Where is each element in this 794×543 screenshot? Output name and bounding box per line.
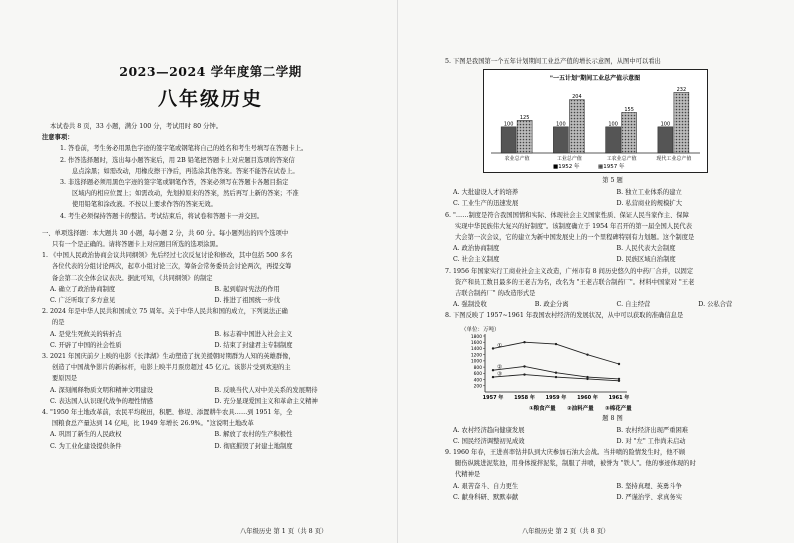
q6-stem: 大会第一次会议，它的建立为新中国发展史上的一个里程碑特别有力划题。这个制度是 xyxy=(455,234,695,242)
q4-options xyxy=(42,441,379,452)
q6-stem: 实现中华民族伟大复兴的好制度"。该制度确立于 1954 年召开的第一届全国人民代表 xyxy=(455,222,693,230)
notice-line: 使用铅笔和涂改液。不按以上要求作答的答案无效。 xyxy=(72,201,217,209)
q5-option-d[interactable]: D. 私营商业的规模扩大 xyxy=(616,200,682,208)
chart-title: "一五计划"期间工业总产值示意图 xyxy=(549,75,641,83)
q9-option-a[interactable]: A. 艰苦奋斗、自力更生 xyxy=(453,482,519,490)
q9-options xyxy=(445,492,780,503)
q1-option-a[interactable]: A. 确立了政治协商制度 xyxy=(50,285,116,293)
q8-option-d[interactable]: D. 对 "左" 工作尚未启动 xyxy=(616,437,686,445)
line-point xyxy=(586,377,588,379)
line-point xyxy=(555,376,557,378)
y-tick-label: 1000 xyxy=(470,359,482,365)
y-tick-label: 1200 xyxy=(470,353,482,359)
q7-stem: 资产和员工数目最多的王老吉为名，改名为 "王老吉联合制药厂"。材料中国家对 "王老 xyxy=(455,278,695,286)
q2-option-b[interactable]: B. 标志着中国进入社会主义 xyxy=(214,330,293,338)
q2-options xyxy=(42,329,379,340)
q9-stem: 代精神是 xyxy=(455,471,481,479)
q9-option-d[interactable]: D. 严谨治学、求真务实 xyxy=(616,493,682,501)
q1-option-c[interactable]: C. 广泛听取了多方意见 xyxy=(50,297,116,305)
q9-stem: 9. 1960 年春，王进喜率钻井队到大庆参加石油大会战。当井喷的险情发生时，他不顾 xyxy=(445,449,686,457)
bar-value-label: 232 xyxy=(676,87,687,94)
q6-option-a[interactable]: A. 政治协商制度 xyxy=(453,245,500,253)
q7-option-c[interactable]: C. 自主经营 xyxy=(616,301,651,309)
q2-option-d[interactable]: D. 结束了封建君主专制制度 xyxy=(214,341,293,349)
q3-option-d[interactable]: D. 充分显现爱国主义和革命主义精神 xyxy=(214,397,318,405)
line-point xyxy=(492,369,494,371)
right-page xyxy=(397,0,794,543)
y-tick-label: 1400 xyxy=(470,346,482,352)
series-marker: ① xyxy=(497,342,502,349)
q5-stem: 5. 下图是我国第一个五年计划期间工业总产值的增长示意图，从图中可以看出 xyxy=(445,58,661,65)
q6-options xyxy=(445,254,780,265)
q7-option-d[interactable]: D. 公私合营 xyxy=(698,301,733,309)
legend-oil: ②油料产量 xyxy=(567,405,594,412)
line-point xyxy=(492,347,494,349)
notice-title: 注意事项： xyxy=(42,134,74,142)
q1-option-d[interactable]: D. 推进了祖国统一步伐 xyxy=(214,297,280,305)
q4-stem: 4. "1950 年土地改革前，农民平均税田，积肥、修堤、添置耕牛农具……到 1951 年，全 xyxy=(42,409,293,417)
bar-chart-svg xyxy=(483,69,708,173)
q8-options xyxy=(445,436,780,447)
q5-options xyxy=(445,187,780,198)
q8-option-b[interactable]: B. 农村经济出现严重困难 xyxy=(616,426,689,434)
series-marker: ② xyxy=(497,364,502,371)
q2-option-a[interactable]: A. 是党生死攸关的转折点 xyxy=(50,330,122,338)
bar-value-label: 155 xyxy=(624,107,634,114)
bar-1957 年-现代工业总产值 xyxy=(674,93,689,154)
x-tick-label: 1959 年 xyxy=(545,394,567,401)
q7-options xyxy=(445,299,780,310)
bar-1957 年-工业总产值 xyxy=(569,100,584,153)
q1-options xyxy=(42,295,379,306)
page-footer: 八年级历史 第 2 页（共 8 页） xyxy=(522,528,610,535)
q7-option-a[interactable]: A. 强制没收 xyxy=(453,301,487,309)
bar-value-label: 100 xyxy=(503,121,514,128)
q6-option-d[interactable]: D. 民族区域自治制度 xyxy=(616,256,676,264)
q8-line-chart xyxy=(459,324,669,412)
q4-option-c[interactable]: C. 为工业化建设提供条件 xyxy=(50,442,122,450)
figure-caption-8: 题 8 图 xyxy=(602,414,623,422)
q6-option-c[interactable]: C. 社会主义制度 xyxy=(453,256,500,264)
q5-options xyxy=(445,198,780,209)
q7-stem: 7. 1956 年国家实行工商业社会主义改造，广州市有 8 间历史悠久的中药厂合并，以固定 xyxy=(445,267,694,275)
q8-option-a[interactable]: A. 农村经济趋向健康发展 xyxy=(453,426,525,434)
bar-1957 年-农业总产值 xyxy=(517,121,532,154)
y-tick-label: 1800 xyxy=(470,334,482,340)
q8-options xyxy=(445,425,780,436)
x-tick-label: 1957 年 xyxy=(482,394,504,401)
bar-1952 年-工业总产值 xyxy=(553,127,568,153)
q4-stem: 国粮食总产量达到 14 亿吨，比 1949 年增长 26.9%。"这说明土地改革 xyxy=(52,420,254,428)
bar-1952 年-工农业总产值 xyxy=(606,127,621,153)
q4-option-d[interactable]: D. 彻底摧毁了封建土地制度 xyxy=(214,442,293,450)
x-tick-label: 1960 年 xyxy=(577,394,598,401)
q7-stem: 吉联合制药厂" 的改造形式是 xyxy=(455,290,536,298)
legend-cotton: ③棉花产量 xyxy=(605,405,632,412)
exam-intro: 本试卷共 8 页，33 小题，满分 100 分，考试用时 80 分钟。 xyxy=(50,123,222,130)
q9-options xyxy=(445,481,780,492)
q1-stem: 备会第二次全体会议表决。据此可知，《共同纲领》的制定 xyxy=(52,274,213,282)
q5-option-b[interactable]: B. 独立工业体系的建立 xyxy=(616,189,682,197)
q8-option-c[interactable]: C. 国民经济调整初见成效 xyxy=(453,437,525,445)
q2-option-c[interactable]: C. 开辟了中国的社会性质 xyxy=(50,341,122,349)
bar-category-label: 农业总产值 xyxy=(504,156,530,163)
line-point xyxy=(523,373,525,375)
q9-stem: 腿伤纵跳进泥浆池，用身体搅拌泥浆，制服了井喷，被誉为 "铁人"。他的事迹体现的时 xyxy=(455,460,696,468)
series-marker: ③ xyxy=(497,371,502,378)
section-heading: 一、单项选择题：本大题共 30 小题，每小题 2 分，共 60 分。每小题列出的四个选项中 xyxy=(42,229,289,237)
q9-option-b[interactable]: B. 坚持真理、英勇斗争 xyxy=(616,482,682,490)
line-point xyxy=(618,379,620,381)
line-chart-svg xyxy=(459,324,669,412)
q6-stem: 6. "……制度是符合我国国情和实际、体现社会主义国家性质、保证人民当家作主、保障 xyxy=(445,211,689,219)
q4-option-a[interactable]: A. 巩固了新生的人民政权 xyxy=(50,431,122,439)
notice-line: 4. 考生必须保持答题卡的整洁。考试结束后，将试卷和答题卡一并交回。 xyxy=(60,212,264,220)
q3-option-b[interactable]: B. 反映当代人对中美关系的发展期待 xyxy=(214,386,318,394)
notice-line: 1. 答卷前，考生务必用黑色字迹的签字笔或钢笔将自己的姓名和考生号填写在答题卡上。 xyxy=(60,145,308,153)
notice-line: 3. 非选择题必须用黑色字迹的签字笔或钢笔作答，答案必须写在答题卡各题目指定 xyxy=(60,179,289,187)
y-tick-label: 600 xyxy=(473,371,482,377)
q3-stem: 创造了中国战争影片的新标杆，电影上映半月票房超过 45 亿元。该影片受到欢迎的主 xyxy=(52,364,291,372)
bar-1957 年-工农业总产值 xyxy=(622,113,637,154)
bar-value-label: 125 xyxy=(519,115,530,122)
line-point xyxy=(492,376,494,378)
q3-option-a[interactable]: A. 深刻阐释物质文明和精神文明建设 xyxy=(50,386,154,394)
page-footer: 八年级历史 第 1 页（共 8 页） xyxy=(240,528,328,535)
bar-1952 年-现代工业总产值 xyxy=(658,127,673,153)
q7-option-b[interactable]: B. 政企分离 xyxy=(534,301,569,309)
x-tick-label: 1961 年 xyxy=(608,394,630,401)
subject-title: 八年级历史 xyxy=(157,88,263,110)
bar-1952 年-农业总产值 xyxy=(501,127,516,153)
q9-option-c[interactable]: C. 献身科研、默默奉献 xyxy=(453,493,519,501)
q4-options xyxy=(42,429,379,440)
notice-line: 息点涂黑；如需改动，用橡皮擦干净后，再选涂其他答案。答案不能答在试卷上。 xyxy=(72,167,299,175)
q1-stem: 1. 《中国人民政治协商会议共同纲领》先后经过七次反复讨论和修改，其中包括 500 多名 xyxy=(42,252,293,260)
q3-stem: 3. 2021 年国庆前夕上映的电影《长津湖》生动塑造了抗美援朝时期群为人知的英雄群像， xyxy=(42,353,295,361)
term-title: 2023—2024 学年度第二学期 xyxy=(119,64,302,79)
bar-value-label: 204 xyxy=(572,94,582,101)
line-point xyxy=(555,371,557,373)
notice-line: 区域内的相应位置上；如需改动，先划掉原来的答案，然后再写上新的答案；不准 xyxy=(72,190,299,198)
legend-1957: ▦1957 年 xyxy=(598,164,625,171)
q2-stem: 的是 xyxy=(52,319,65,327)
y-tick-label: 200 xyxy=(473,384,482,390)
section-heading-cont: 只有一个是正确的。请将答题卡上对应题目所选的选项涂黑。 xyxy=(52,241,223,249)
y-tick-label: 400 xyxy=(473,377,482,383)
q3-stem: 要原因是 xyxy=(52,375,78,383)
bar-value-label: 100 xyxy=(608,121,618,128)
q1-stem: 各位代表的分组讨论两次，起草小组讨论三次，筹备会常务委员会讨论两次，再提交筹 xyxy=(52,263,292,271)
legend-grain: ①粮食产量 xyxy=(529,405,556,412)
q2-options xyxy=(42,340,379,351)
q5-option-a[interactable]: A. 大批建设人才的培养 xyxy=(453,189,519,197)
line-point xyxy=(618,362,620,364)
line-point xyxy=(523,365,525,367)
q2-stem: 2. 2024 年是中华人民共和国成立 75 周年。关于中华人民共和国的成立，下列说法正确 xyxy=(42,308,288,316)
bar-category-label: 现代工业总产值 xyxy=(656,156,692,163)
q1-option-b[interactable]: B. 起到临时宪法的作用 xyxy=(214,285,280,293)
q8-stem: 8. 下图反映了 1957~1961 年我国农村经济的发展状况，从中可以获取的准确信息是 xyxy=(445,312,684,320)
q6-options xyxy=(445,243,780,254)
y-tick-label: 800 xyxy=(473,365,482,371)
x-tick-label: 1958 年 xyxy=(514,394,535,401)
line-point xyxy=(555,343,557,345)
line-point xyxy=(586,353,588,355)
q6-option-b[interactable]: B. 人民代表大会制度 xyxy=(616,245,676,253)
q5-option-c[interactable]: C. 工业生产的迅速发展 xyxy=(453,200,519,208)
bar-category-label: 工业总产值 xyxy=(556,156,582,163)
line-series-0 xyxy=(493,342,619,364)
q3-options xyxy=(42,385,379,396)
y-tick-label: 1600 xyxy=(470,340,482,346)
bar-category-label: 工农业总产值 xyxy=(606,156,637,163)
q4-option-b[interactable]: B. 解放了农村的生产积极性 xyxy=(214,431,293,439)
line-point xyxy=(523,341,525,343)
q3-option-c[interactable]: C. 表达国人认识现代战争的理性情感 xyxy=(50,397,154,405)
legend-1952: ■1952 年 xyxy=(553,164,580,171)
figure-caption-5: 第 5 题 xyxy=(602,177,623,185)
q5-bar-chart xyxy=(483,69,708,173)
line-chart-unit: （单位：万吨） xyxy=(461,326,500,333)
notice-line: 2. 作答选择题时，选出每小题答案后，用 2B 铅笔把答题卡上对应题目选项的答案信 xyxy=(60,156,295,164)
bar-value-label: 100 xyxy=(660,121,671,128)
q1-options xyxy=(42,284,379,295)
q3-options xyxy=(42,396,379,407)
bar-value-label: 100 xyxy=(556,121,566,128)
